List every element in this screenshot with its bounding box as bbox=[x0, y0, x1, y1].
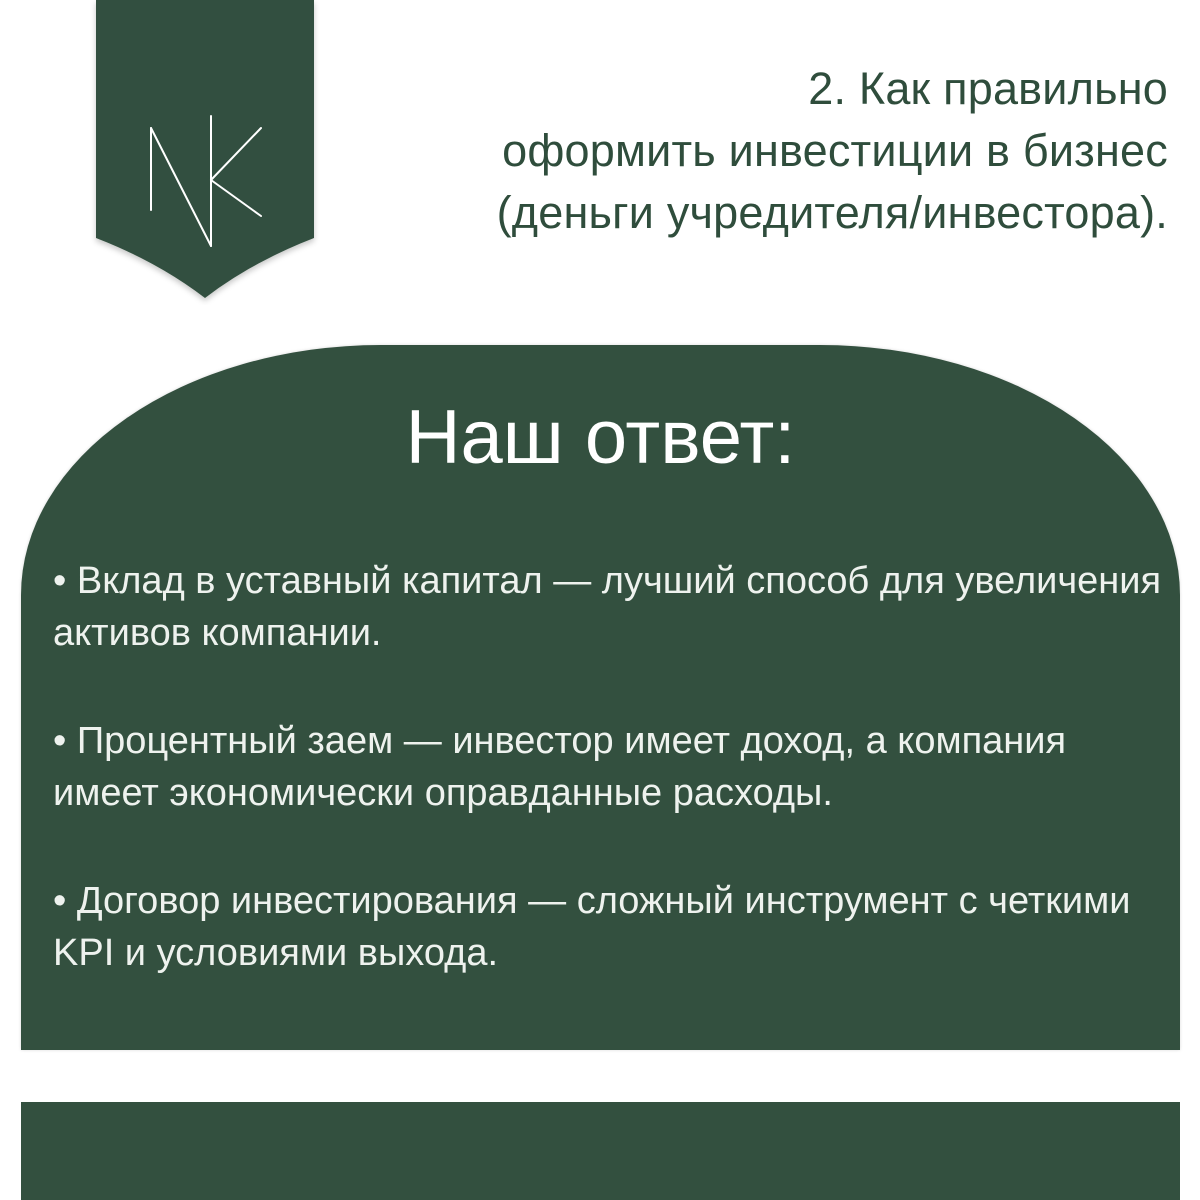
question-title bbox=[288, 58, 1168, 244]
question-title-line-1: 2. Как правильно bbox=[808, 63, 1168, 114]
answer-panel bbox=[21, 345, 1180, 1050]
nk-monogram-icon bbox=[90, 0, 320, 305]
question-title-line-2: оформить инвестиции в бизнес bbox=[502, 125, 1168, 176]
answer-item-investment-agreement: • Договор инвестирования — сложный инструмент с четкими KPI и условиями выхода. bbox=[53, 880, 1131, 974]
answer-list bbox=[53, 555, 1163, 1035]
answer-heading: Наш ответ: bbox=[405, 395, 796, 480]
question-title-line-3: (деньги учредителя/инвестора). bbox=[496, 187, 1168, 238]
bottom-panel bbox=[21, 1102, 1180, 1200]
logo-badge bbox=[90, 0, 320, 305]
answer-item-interest-loan: • Процентный заем — инвестор имеет доход, а компания имеет экономически оправданные расходы. bbox=[53, 720, 1067, 814]
answer-item-share-capital: • Вклад в уставный капитал — лучший способ для увеличения активов компании. bbox=[53, 560, 1162, 654]
